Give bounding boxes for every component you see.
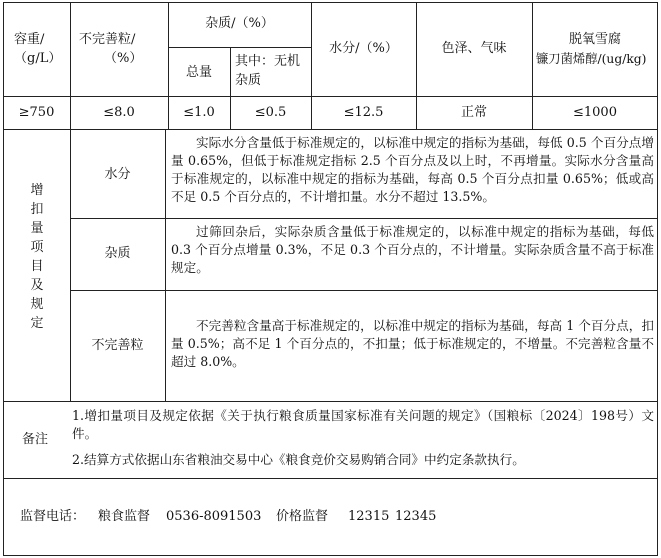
header-density-line1: 容重/ [14,32,45,47]
grain-supervision-label: 粮食监督 [98,509,151,524]
border-bottom [3,555,658,556]
header-imperfect-line2: （%） [104,51,143,66]
header-don-line2: 镰刀菌烯醇/(ug/kg) [536,52,647,66]
header-impurity: 杂质/（%） [205,16,274,31]
border-top [3,2,658,3]
value-color-odor: 正常 [460,105,487,120]
remarks-label: 备注 [22,432,49,447]
adjust-item-moisture-name: 水分 [104,167,131,182]
impurity-row-bottom-line [70,290,658,291]
value-impurity-inorganic: ≤0.5 [254,105,287,120]
header-bottom-line [3,96,658,97]
price-supervision-label: 价格监督 [276,509,329,524]
value-density: ≥750 [18,105,55,120]
adjust-section-label: 增扣量项目及规定 [30,183,44,331]
remarks-line-2: 2.结算方式依据山东省粮油交易中心《粮食竞价交易购销合同》中约定条款执行。 [72,452,525,467]
adjust-item-impurity-text: 过筛回杂后，实际杂质含量低于标准规定的，以标准中规定的指标为基础，每低 0.3 个百分点增量 0.3%，不足 0.3 个百分点的，不计增量。实际杂质含量不高于标准规定。 [171,224,654,275]
header-density-line2: （g/L） [14,51,62,66]
header-moisture: 水分/（%） [329,41,398,56]
remarks-line-1: 1.增扣量项目及规定依据《关于执行粮食质量国家标准有关问题的规定》（国粮标〔2024〕198号）文件。 [72,408,654,441]
header-imperfect-line1: 不完善粒/ [79,32,136,47]
value-impurity-total: ≤1.0 [183,105,215,120]
value-imperfect: ≤8.0 [103,105,135,120]
remarks-bottom-line [3,478,658,479]
price-supervision-phone-1: 12315 [348,509,390,524]
header-impurity-inorganic-line1: 其中：无机 [235,54,301,69]
adjust-item-impurity-name: 杂质 [104,246,131,261]
value-don: ≤1000 [573,105,617,120]
moisture-row-bottom-line [70,218,658,219]
grain-supervision-phone: 0536-8091503 [166,509,262,524]
impurity-header-divider [168,47,311,48]
standard-row-bottom-line [3,129,658,130]
border-right [657,2,658,556]
adjust-item-imperfect-name: 不完善粒 [91,338,144,353]
header-don-line1: 脱氧雪腐 [568,32,621,47]
supervision-label: 监督电话： [20,509,86,524]
value-moisture: ≤12.5 [343,105,384,120]
adjust-section-bottom-line [3,401,658,402]
border-left [3,2,4,556]
header-impurity-total: 总量 [185,65,212,80]
header-impurity-inorganic-line2: 杂质 [235,73,262,88]
adjust-item-moisture-text: 实际水分含量低于标准规定的，以标准中规定的指标为基础，每低 0.5 个百分点增量 0.65%，但低于标准规定指标 2.5 个百分点及以上时，不再增量。实际水分含量高于标准规定的，以标准中规定的指标为基础，每高 0.5 个百分点扣量 0.65%；低或高不足 0.5 个百分点的，不计增扣量。水分不超过 13.5%。 [171,135,654,204]
price-supervision-phone-2: 12345 [395,509,437,524]
adjust-item-imperfect-text: 不完善粒含量高于标准规定的，以标准中规定的指标为基础，每高 1 个百分点，扣量 0.5%；高不足 1 个百分点的，不扣量；低于标准规定的，不增量。不完善粒含量不超过 8.0%。 [171,318,654,369]
adjust-name-divider [165,129,166,402]
header-color-odor: 色泽、气味 [441,41,507,56]
